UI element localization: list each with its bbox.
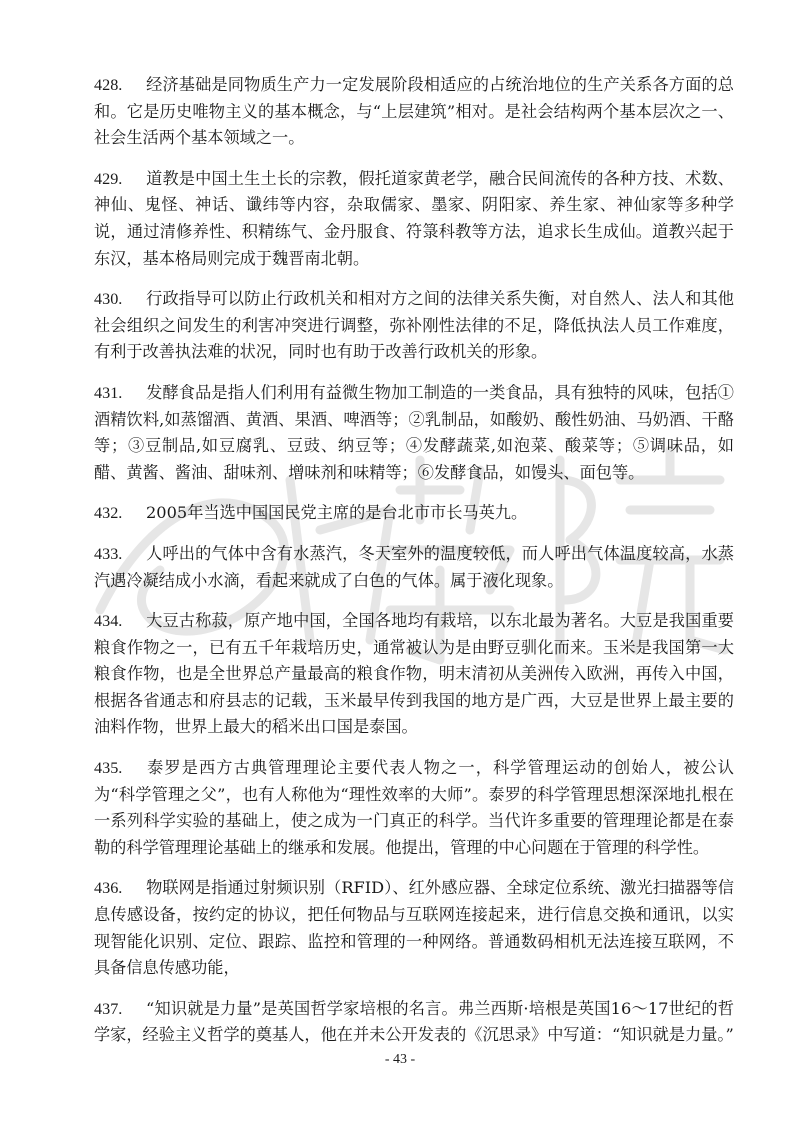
entry-number: 429.	[94, 169, 123, 188]
entry-text: 道教是中国土生土长的宗教，假托道家黄老学，融合民间流传的各种方技、术数、神仙、鬼怪、神话、谶纬等内容，杂取儒家、墨家、阴阳家、养生家、神仙家等多种学说，通过清修养性、积精练气、金丹服食、符箓科教等方法，追求长生成仙。道教兴起于东汉，基本格局则完成于魏晋南北朝。	[94, 168, 734, 268]
list-item	[94, 541, 734, 594]
list-item	[94, 380, 734, 486]
list-item	[94, 608, 734, 741]
entry-text: 2005年当选中国国民党主席的是台北市市长马英九。	[146, 503, 528, 523]
page-number: - 43 -	[384, 1052, 416, 1067]
entry-number: 428.	[94, 76, 123, 94]
entry-number: 432.	[94, 504, 123, 523]
list-item	[94, 996, 734, 1049]
entry-list	[94, 72, 734, 1049]
entry-number: 435.	[94, 759, 123, 778]
list-item	[94, 755, 734, 861]
entry-text: 泰罗是西方古典管理理论主要代表人物之一，科学管理运动的创始人，被公认为“科学管理之父”，也有人称他为“理性效率的大师”。泰罗的科学管理思想深深地扎根在一系列科学实验的基础上，使之成为一门真正的科学。当代许多重要的管理理论都是在泰勒的科学管理理论基础上的继承和发展。他提出，管理的中心问题在于管理的科学性。	[94, 758, 734, 857]
entry-number: 430.	[94, 290, 123, 309]
entry-number: 437.	[94, 999, 123, 1018]
entry-number: 436.	[94, 879, 123, 898]
list-item	[94, 166, 734, 272]
entry-text: 人呼出的气体中含有水蒸汽，冬天室外的温度较低，而人呼出气体温度较高，水蒸汽遇冷凝结成小水滴，看起来就成了白色的气体。属于液化现象。	[94, 543, 734, 590]
entry-text: “知识就是力量”是英国哲学家培根的名言。弗兰西斯·培根是英国16～17世纪的哲学家，经验主义哲学的奠基人，他在并未公开发表的《沉思录》中写道：“知识就是力量。”	[94, 998, 734, 1045]
entry-text: 行政指导可以防止行政机关和相对方之间的法律关系失衡，对自然人、法人和其他社会组织之间发生的利害冲突进行调整，弥补刚性法律的不足，降低执法人员工作难度，有利于改善执法难的状况，同时也有助于改善行政机关的形象。	[94, 289, 734, 362]
list-item	[94, 875, 734, 981]
list-item	[94, 500, 734, 527]
entry-number: 431.	[94, 383, 123, 402]
entry-text: 大豆古称菽，原产地中国，全国各地均有栽培，以东北最为著名。大豆是我国重要粮食作物之一，已有五千年栽培历史，通常被认为是由野豆驯化而来。玉米是我国第一大粮食作物，也是全世界总产量最高的粮食作物，明末清初从美洲传入欧洲，再传入中国，根据各省通志和府县志的记载，玉米最早传到我国的地方是广西，大豆是世界上最主要的油料作物，世界上最大的稻米出口国是泰国。	[94, 611, 734, 737]
entry-number: 433.	[94, 544, 123, 563]
entry-text: 发酵食品是指人们利用有益微生物加工制造的一类食品，具有独特的风味，包括①酒精饮料,如蒸馏酒、黄酒、果酒、啤酒等；②乳制品，如酸奶、酸性奶油、马奶酒、干酪等；③豆制品,如豆腐乳、豆豉、纳豆等；④发酵蔬菜,如泡菜、酸菜等；⑤调味品，如醋、黄酱、酱油、甜味剂、增味剂和味精等；⑥发酵食品，如馒头、面包等。	[94, 382, 734, 482]
list-item	[94, 72, 734, 152]
entry-number: 434.	[94, 612, 123, 631]
list-item	[94, 286, 734, 366]
entry-text: 物联网是指通过射频识别（RFID）、红外感应器、全球定位系统、激光扫描器等信息传感设备，按约定的协议，把任何物品与互联网连接起来，进行信息交换和通讯，以实现智能化识别、定位、跟踪、监控和管理的一种网络。普通数码相机无法连接互联网，不具备信息传感功能，	[94, 878, 734, 978]
entry-text: 经济基础是同物质生产力一定发展阶段相适应的占统治地位的生产关系各方面的总和。它是历史唯物主义的基本概念，与“上层建筑”相对。是社会结构两个基本层次之一、社会生活两个基本领域之一。	[94, 75, 734, 148]
